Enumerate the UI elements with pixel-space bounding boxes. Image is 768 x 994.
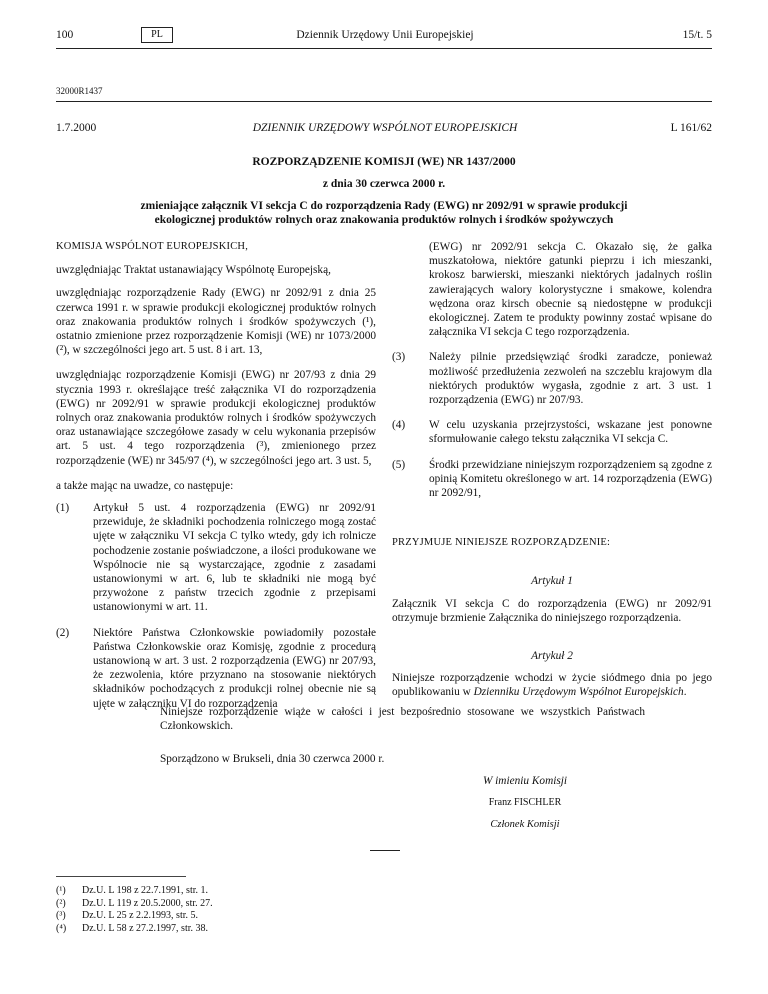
regulation-subject-line2: ekologicznej produktów rolnych oraz znakowania produktów rolnych i środków spożywczych xyxy=(154,214,614,226)
adopts-heading: PRZYJMUJE NINIEJSZE ROZPORZĄDZENIE: xyxy=(392,537,611,549)
footnote-2 xyxy=(56,898,376,911)
volume-label: 15/t. 5 xyxy=(682,29,712,41)
celex-rule xyxy=(56,101,712,102)
footnote-2-number: (²) xyxy=(56,897,66,909)
recital-2-number: (2) xyxy=(56,626,70,639)
recital-2-continued xyxy=(392,240,712,339)
regulation-subject xyxy=(56,199,712,227)
regulation-title: ROZPORZĄDZENIE KOMISJI (WE) NR 1437/2000 xyxy=(252,156,516,168)
header-rule xyxy=(56,48,712,49)
footnote-3-number: (³) xyxy=(56,910,66,921)
footnote-3-text: Dz.U. L 25 z 2.2.1993, str. 5. xyxy=(82,910,199,921)
recital-5-number: (5) xyxy=(392,458,406,471)
page-number: 100 xyxy=(56,29,74,41)
right-column xyxy=(392,240,712,700)
footnote-4 xyxy=(56,923,376,936)
footnote-1-text: Dz.U. L 198 z 22.7.1991, str. 1. xyxy=(82,885,209,896)
footnote-4-number: (⁴) xyxy=(56,922,67,934)
recital-5 xyxy=(392,458,712,501)
recital-2-text: Niektóre Państwa Członkowskie powiadomiły pozostałe Państwa Członkowskie oraz Komisję, zgodnie z procedurą ustanowioną w art. 3 ust. 2 rozporządzenia (EWG) nr 207/93, że zezwolenia, które przyznano na stosowanie niektórych składników pochodzących z produkcji rolnej obecnie nie są ujęte w załączniku VI do rozporządzenia xyxy=(93,626,376,710)
whereas-intro: a także mając na uwadze, co następuje: xyxy=(56,479,234,492)
article-2-text-a: Niniejsze rozporządzenie wchodzi w życie siódmego dnia po jego opublikowaniu w xyxy=(392,672,712,699)
recital-4-number: (4) xyxy=(392,419,406,432)
footnote-1-number: (¹) xyxy=(56,885,66,896)
publication-date: 1.7.2000 xyxy=(56,122,97,134)
separator-rule xyxy=(370,850,400,851)
citation-treaty: uwzględniając Traktat ustanawiający Wspólnotę Europejską, xyxy=(56,264,331,277)
recital-3 xyxy=(392,350,712,407)
signer-role: Członek Komisji xyxy=(490,819,560,830)
article-1-title: Artykuł 1 xyxy=(531,575,573,588)
article-2-text xyxy=(392,671,712,699)
recital-3-number: (3) xyxy=(392,351,406,364)
recital-1 xyxy=(56,501,376,615)
recital-2 xyxy=(56,626,376,711)
signer-name: Franz FISCHLER xyxy=(488,797,562,808)
recital-3-text: Należy pilnie przedsięwziąć środki zaradcze, ponieważ możliwość przedłużenia zezwoleń na szczeblu krajowym dla niektórych produktów wygasła, zgodnie z art. 3 ust. 1 rozporządzenia (EWG) nr 207/93. xyxy=(429,351,712,407)
footnote-1 xyxy=(56,885,376,898)
done-at: Sporządzono w Brukseli, dnia 30 czerwca 2000 r. xyxy=(160,753,385,765)
commission-heading: KOMISJA WSPÓLNOT EUROPEJSKICH, xyxy=(56,241,249,252)
citation-regulation-207: uwzględniając rozporządzenie Komisji (EWG) nr 207/93 z dnia 29 stycznia 1993 r. określające treść załącznika VI do rozporządzenia (EWG) nr 2092/91 w sprawie produkcji ekologicznej produktów rolnych oraz znakowania produktów rolnych i środków spożywczych oraz ustanawiające szczegółowe zasady w celu wykonania przepisów art. 5 ust. 4 tego rozporządzenia (³), zmienionego przez rozporządzenie (WE) nr 345/97 (⁴), w szczególności jego art. 3 ust. 5, xyxy=(56,369,376,467)
article-2-title: Artykuł 2 xyxy=(531,650,573,663)
recital-1-number: (1) xyxy=(56,502,70,515)
article-2-journal: Dzienniku Urzędowym Wspólnot Europejskich xyxy=(473,686,684,699)
language-badge: PL xyxy=(141,27,173,43)
old-journal-title: DZIENNIK URZĘDOWY WSPÓLNOT EUROPEJSKICH xyxy=(252,122,518,134)
article-2-text-c: . xyxy=(683,686,687,699)
footnote-2-text: Dz.U. L 119 z 20.5.2000, str. 27. xyxy=(82,897,213,909)
regulation-subject-line1: zmieniające załącznik VI sekcja C do rozporządzenia Rady (EWG) nr 2092/91 w sprawie produkcji xyxy=(140,200,628,212)
journal-title: Dziennik Urzędowy Unii Europejskiej xyxy=(296,29,474,41)
left-column xyxy=(56,240,376,711)
recital-5-text: Środki przewidziane niniejszym rozporządzeniem są zgodne z opinią Komitetu określonego w art. 14 rozporządzenia (EWG) nr 2092/91, xyxy=(429,458,712,500)
citation-regulation-2092: uwzględniając rozporządzenie Rady (EWG) nr 2092/91 z dnia 25 czerwca 1991 r. w sprawie produkcji ekologicznej produktów rolnych oraz znakowania produktów rolnych i środków spożywczych (¹), ostatnio zmienione przez rozporządzenie Komisji (WE) nr 1073/2000 (²), w szczególności jego art. 5 ust. 8 i art. 13, xyxy=(56,287,376,357)
on-behalf: W imieniu Komisji xyxy=(482,775,568,787)
binding-clause: Niniejsze rozporządzenie wiąże w całości i jest bezpośrednio stosowane we wszystkich Państwach Członkowskich. xyxy=(160,706,645,733)
recital-4 xyxy=(392,418,712,446)
celex-number: 32000R1437 xyxy=(56,86,103,96)
footnote-4-text: Dz.U. L 58 z 27.2.1997, str. 38. xyxy=(82,922,209,934)
recital-1-text: Artykuł 5 ust. 4 rozporządzenia (EWG) nr 2092/91 przewiduje, że składniki pochodzenia rolniczego mogą zostać ujęte w załączniku VI sekcja C tylko wtedy, gdy ich rolnicze pochodzenie zostanie poświadczone, a ilości produkowane we Wspólnocie nie są wystarczające, zgodnie z zasadami ustanowionymi w art. 6, lub te składniki nie mogą być przywożone z państw trzecich zgodnie z przepisami ustanowionymi w art. 11. xyxy=(93,502,376,614)
recital-2-continued-text: (EWG) nr 2092/91 sekcja C. Okazało się, że gałka muszkatołowa, niektóre gatunki pieprzu i ich mieszanki, krokosz barwierski, mieszanki niektórych jadalnych roślin zawierających walory kolorystyczne i smakowe, kolendra wędzona oraz kirsch obecnie są niedostępne w produkcji ekologicznej. Zatem te produkty powinny zostać wpisane do załącznika VI sekcja C tego rozporządzenia. xyxy=(429,241,712,339)
journal-reference: L 161/62 xyxy=(670,122,712,134)
footnote-rule xyxy=(56,876,186,877)
footnotes xyxy=(56,885,376,935)
footnote-3 xyxy=(56,910,376,923)
recital-4-text: W celu uzyskania przejrzystości, wskazane jest ponowne sformułowanie całego tekstu załącznika VI sekcja C. xyxy=(429,419,712,446)
article-1-text: Załącznik VI sekcja C do rozporządzenia (EWG) nr 2092/91 otrzymuje brzmienie Załącznika do niniejszego rozporządzenia. xyxy=(392,597,712,624)
regulation-date: z dnia 30 czerwca 2000 r. xyxy=(322,178,446,190)
